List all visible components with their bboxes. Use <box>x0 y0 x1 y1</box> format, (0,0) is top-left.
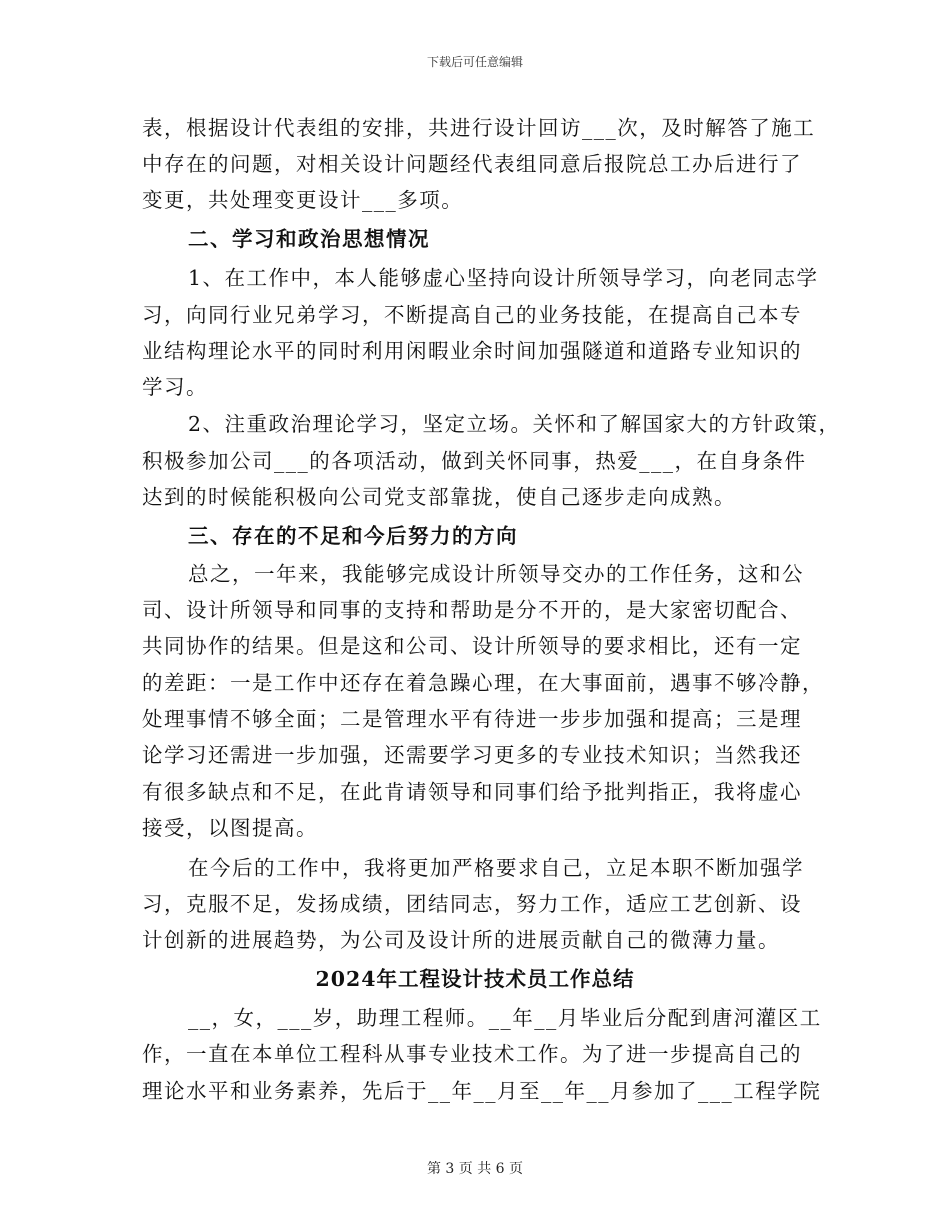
text-line: 作，一直在本单位工程科从事专业技术工作。为了进一步提高自己的 <box>142 1042 802 1066</box>
section-heading: 三、存在的不足和今后努力的方向 <box>188 524 518 548</box>
text-line: 中存在的问题，对相关设计问题经代表组同意后报院总工办后进行了 <box>142 152 802 176</box>
page-header: 下载后可任意编辑 <box>426 55 523 69</box>
document-title: 2024年工程设计技术员工作总结 <box>315 967 635 991</box>
text-line: 2、注重政治理论学习，坚定立场。关怀和了解国家大的方针政策， <box>188 412 841 436</box>
text-line: 在今后的工作中，我将更加严格要求自己，立足本职不断加强学 <box>188 856 804 880</box>
text-line: 有很多缺点和不足，在此肯请领导和同事们给予批判指正，我将虚心 <box>142 780 802 804</box>
text-line: 积极参加公司___的各项活动，做到关怀同事，热爱___，在自身条件 <box>142 449 807 473</box>
text-line: 业结构理论水平的同时利用闲暇业余时间加强隧道和道路专业知识的 <box>142 339 802 363</box>
text-line: 总之，一年来，我能够完成设计所领导交办的工作任务，这和公 <box>188 562 804 586</box>
text-line: 的差距：一是工作中还存在着急躁心理，在大事面前，遇事不够冷静， <box>142 671 824 695</box>
text-line: 1、在工作中，本人能够虚心坚持向设计所领导学习，向老同志学 <box>188 266 819 290</box>
text-line: __，女，___岁，助理工程师。__年__月毕业后分配到唐河灌区工 <box>188 1006 822 1030</box>
text-line: 接受，以图提高。 <box>142 816 318 840</box>
text-line: 论学习还需进一步加强，还需要学习更多的专业技术知识；当然我还 <box>142 743 802 767</box>
page-footer: 第 3 页 共 6 页 <box>426 1161 524 1177</box>
text-line: 习，向同行业兄弟学习，不断提高自己的业务技能，在提高自己本专 <box>142 303 802 327</box>
text-line: 司、设计所领导和同事的支持和帮助是分不开的，是大家密切配合、 <box>142 598 802 622</box>
text-line: 计创新的进展趋势，为公司及设计所的进展贡献自己的微薄力量。 <box>142 928 780 952</box>
section-heading: 二、学习和政治思想情况 <box>188 227 430 251</box>
text-line: 变更，共处理变更设计___多项。 <box>142 188 464 212</box>
text-line: 理论水平和业务素养，先后于__年__月至__年__月参加了___工程学院 <box>142 1079 822 1103</box>
text-line: 达到的时候能积极向公司党支部靠拢，使自己逐步走向成熟。 <box>142 485 736 509</box>
text-line: 学习。 <box>142 375 208 399</box>
text-line: 习，克服不足，发扬成绩，团结同志，努力工作，适应工艺创新、设 <box>142 892 802 916</box>
text-line: 表，根据设计代表组的安排，共进行设计回访___次，及时解答了施工 <box>142 116 816 140</box>
text-line: 共同协作的结果。但是这和公司、设计所领导的要求相比，还有一定 <box>142 634 802 658</box>
text-line: 处理事情不够全面；二是管理水平有待进一步步加强和提高；三是理 <box>142 707 802 731</box>
